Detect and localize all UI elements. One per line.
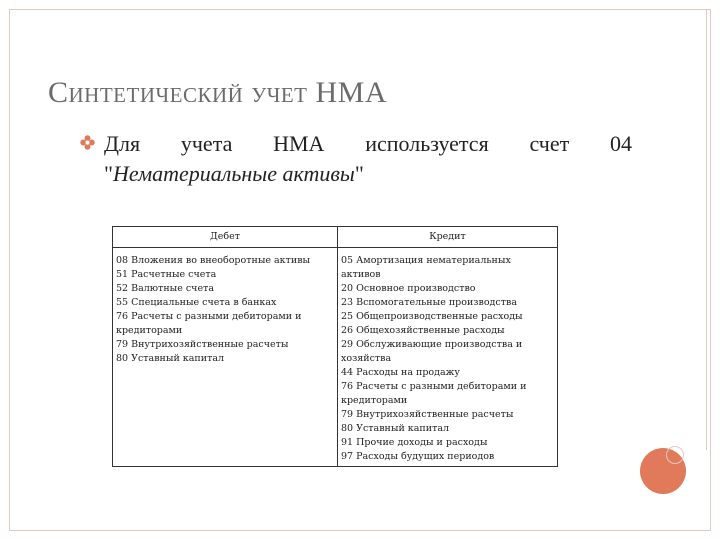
debit-account-entry: 52 Валютные счета [116, 283, 214, 294]
credit-account-entry: 97 Расходы будущих периодов [341, 451, 495, 462]
title-part-2: ЧЕТ [266, 83, 308, 107]
quote-close: " [354, 161, 364, 186]
bullet-word: Для [104, 131, 141, 156]
title-part-1: ИНТЕТИЧЕСКИЙ [68, 83, 244, 107]
bullet-word: НМА [273, 131, 325, 156]
debit-account-entry: 79 Внутрихозяйственные расчеты [116, 339, 289, 350]
accounts-table [112, 226, 558, 467]
circle-outline-decoration [666, 446, 684, 464]
debit-account-entry: 08 Вложения во внеоборотные активы [116, 255, 311, 266]
credit-account-entry: 25 Общепроизводственные расходы [341, 311, 523, 322]
header-credit: Кредит [338, 227, 558, 248]
debit-account-entry: 76 Расчеты с разными дебиторами и кредиторами [116, 311, 302, 336]
bullet-word: 04 [609, 131, 632, 156]
debit-cell [113, 248, 338, 467]
bullet-line-1 [104, 129, 632, 159]
flower-bullet-icon [80, 135, 95, 150]
table-header-row [113, 227, 558, 248]
table-row [113, 248, 558, 467]
debit-account-entry: 55 Специальные счета в банках [116, 297, 277, 308]
header-debit: Дебет [113, 227, 338, 248]
credit-account-entry: 29 Обслуживающие производства и хозяйства [341, 339, 523, 364]
credit-cell [338, 248, 558, 467]
credit-account-entry: 23 Вспомогательные производства [341, 297, 517, 308]
credit-account-entry: 79 Внутрихозяйственные расчеты [341, 409, 514, 420]
frame-right-rule [706, 10, 707, 450]
credit-account-entry: 05 Амортизация нематериальных активов [341, 255, 511, 280]
credit-account-entry: 26 Общехозяйственные расходы [341, 325, 505, 336]
debit-account-entry: 51 Расчетные счета [116, 269, 217, 280]
credit-account-entry: 20 Основное производство [341, 283, 476, 294]
bullet-line-2 [104, 159, 364, 189]
credit-account-entry: 44 Расходы на продажу [341, 367, 460, 378]
quote-open: " [104, 161, 113, 186]
bullet-word: счет [529, 131, 570, 156]
account-name: Нематериальные активы [112, 161, 355, 186]
slide-title [48, 76, 387, 110]
bullet-word: используется [365, 131, 489, 156]
title-letter-2: У [251, 83, 267, 107]
bullet-word: учета [180, 131, 233, 156]
credit-account-entry: 76 Расчеты с разными дебиторами и кредиторами [341, 381, 527, 406]
title-part-3: НМА [315, 76, 388, 109]
debit-account-entry: 80 Уставный капитал [116, 353, 225, 364]
title-letter-1: С [48, 76, 69, 109]
credit-account-entry: 80 Уставный капитал [341, 423, 450, 434]
credit-account-entry: 91 Прочие доходы и расходы [341, 437, 488, 448]
